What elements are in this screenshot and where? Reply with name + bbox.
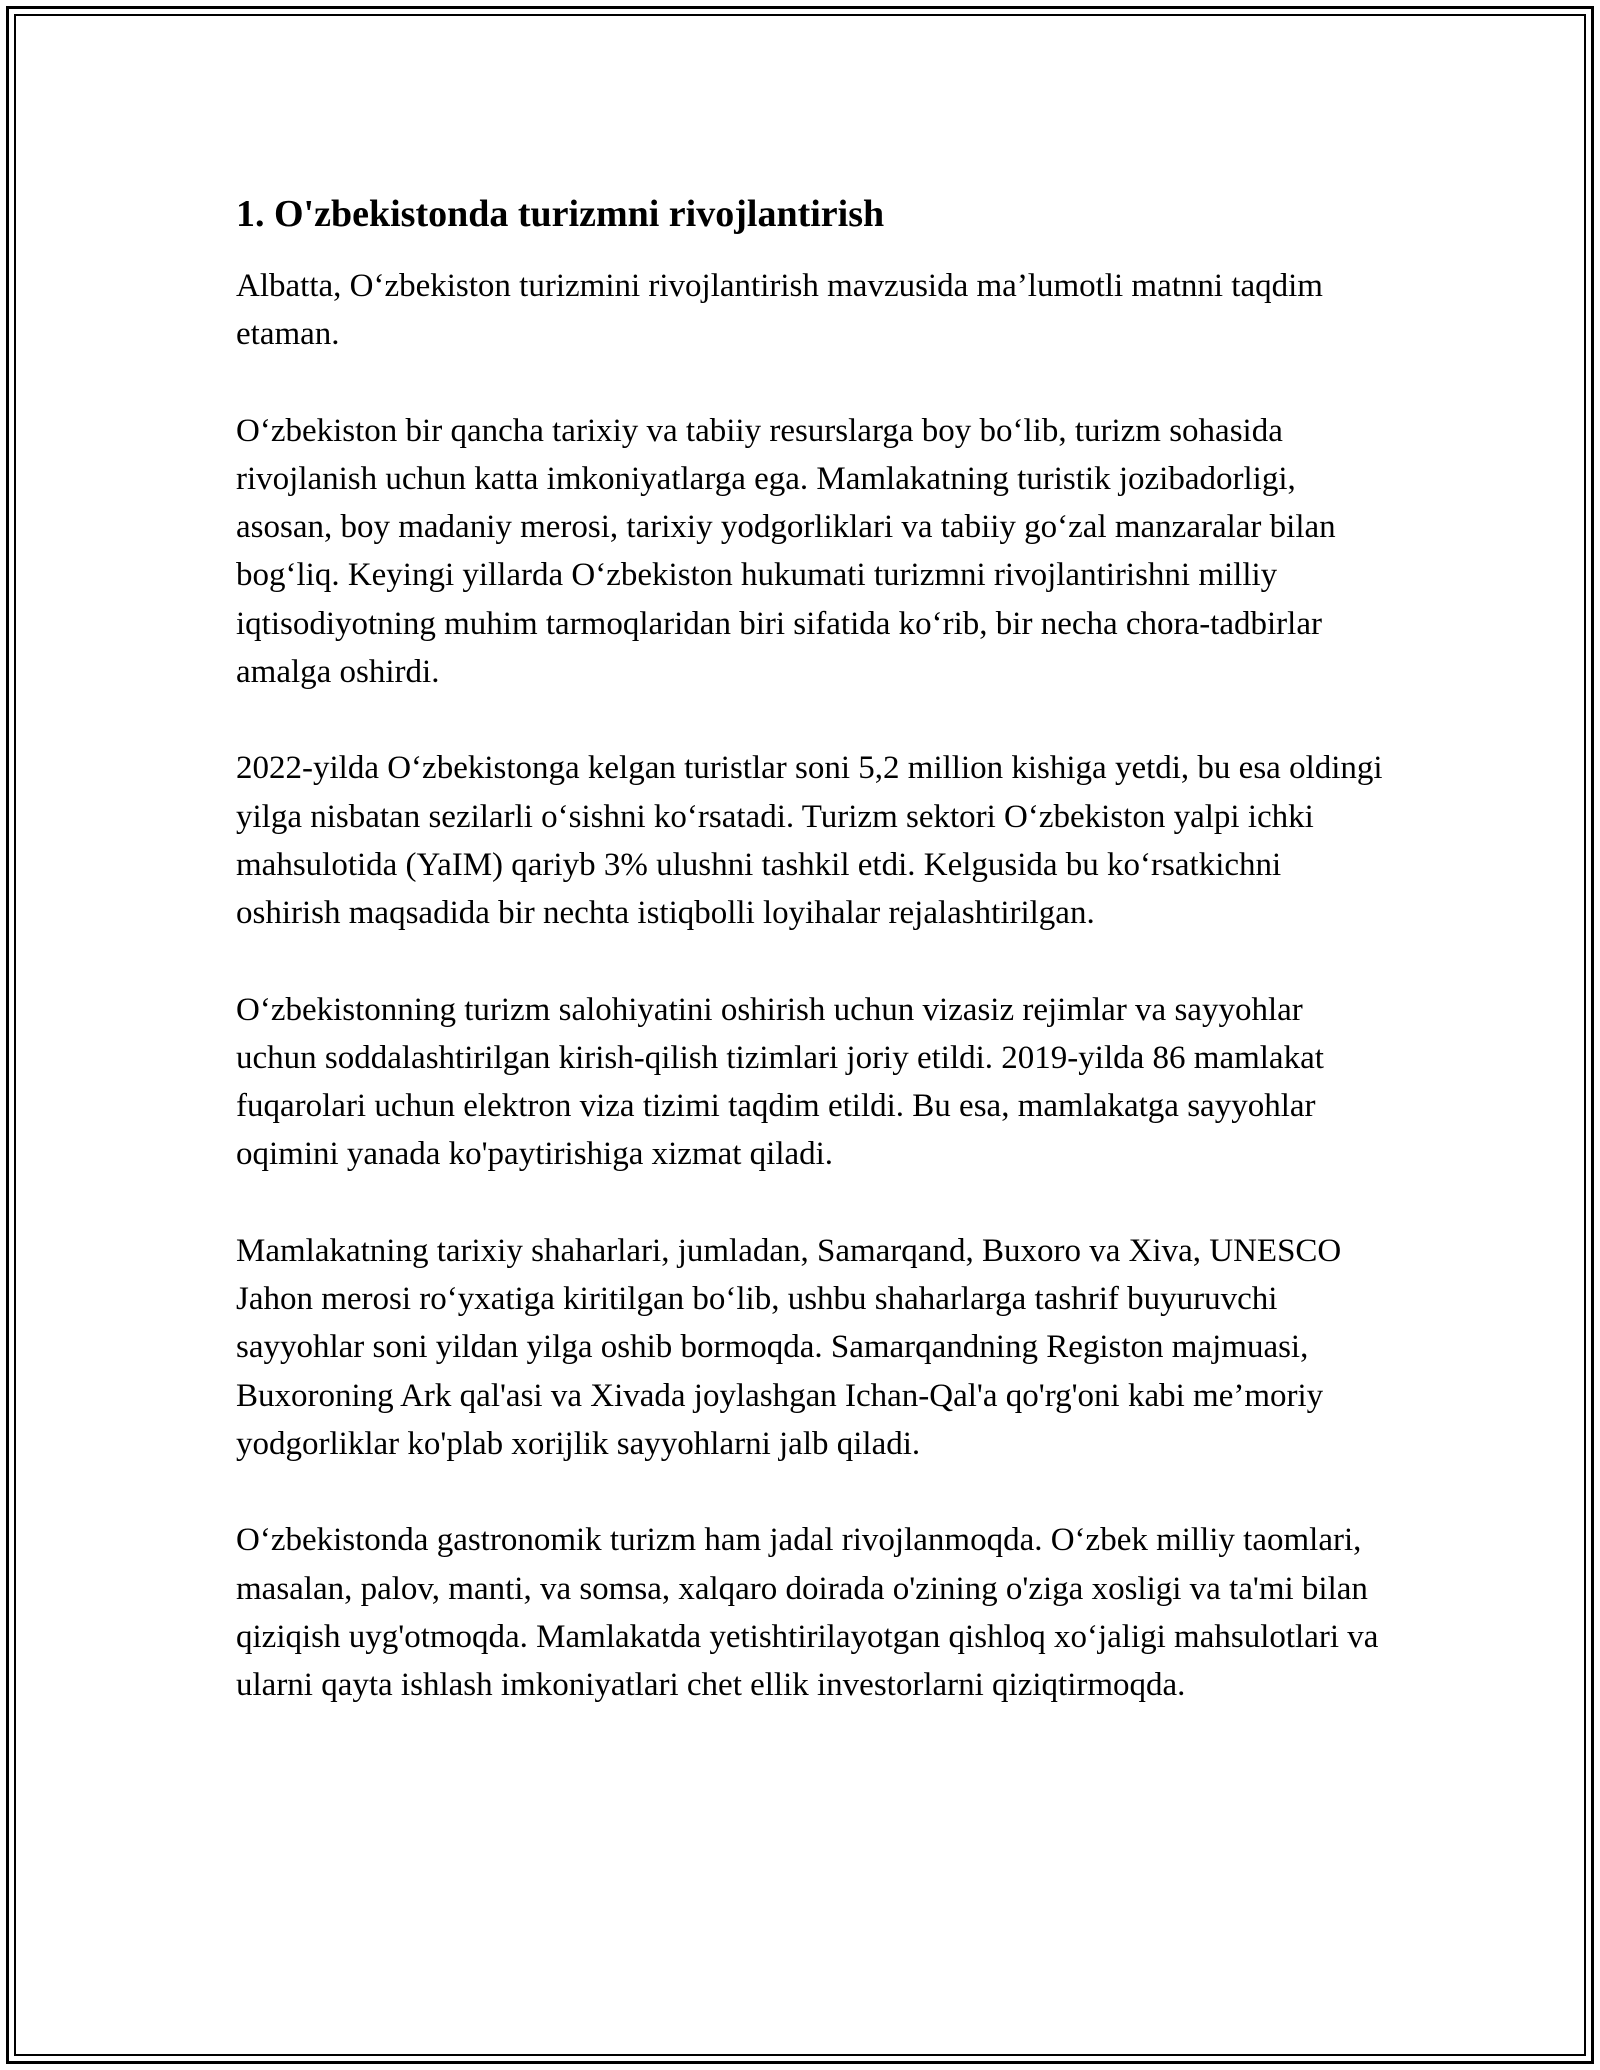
document-body: [236, 186, 1386, 1757]
paragraph-intro: Albatta, O‘zbekiston turizmini rivojlantirish mavzusida ma’lumotli matnni taqdim etaman.: [236, 268, 1323, 353]
paragraph-resources: O‘zbekiston bir qancha tarixiy va tabiiy resurslarga boy bo‘lib, turizm sohasida rivojlanish uchun katta imkoniyatlarga ega. Mamlakatning turistik jozibadorligi, asosan, boy madaniy merosi, tarixiy yodgorliklari va tabiiy go‘zal manzaralar bilan bog‘liq. Keyingi yillarda O‘zbekiston hukumati turizmni rivojlantirishni milliy iqtisodiyotning muhim tarmoqlaridan biri sifatida ko‘rib, bir necha chora-tadbirlar amalga oshirdi.: [236, 412, 1336, 691]
paragraph-statistics: 2022-yilda O‘zbekistonga kelgan turistlar soni 5,2 million kishiga yetdi, bu esa oldingi yilga nisbatan sezilarli o‘sishni ko‘rsatadi. Turizm sektori O‘zbekiston yalpi ichki mahsulotida (YaIM) qariyb 3% ulushni tashkil etdi. Kelgusida bu ko‘rsatkichni oshirish maqsadida bir nechta istiqbolli loyihalar rejalashtirilgan.: [236, 750, 1383, 932]
paragraph-historic-cities: Mamlakatning tarixiy shaharlari, jumladan, Samarqand, Buxoro va Xiva, UNESCO Jahon merosi ro‘yxatiga kiritilgan bo‘lib, ushbu shaharlarga tashrif buyuruvchi sayyohlar soni yildan yilga oshib bormoqda. Samarqandning Registon majmuasi, Buxoroning Ark qal'asi va Xivada joylashgan Ichan-Qal'a qo'rg'oni kabi me’moriy yodgorliklar ko'plab xorijlik sayyohlarni jalb qiladi.: [236, 1232, 1342, 1462]
paragraph-visa: O‘zbekistonning turizm salohiyatini oshirish uchun vizasiz rejimlar va sayyohlar uchun soddalashtirilgan kirish-qilish tizimlari joriy etildi. 2019-yilda 86 mamlakat fuqarolari uchun elektron viza tizimi taqdim etildi. Bu esa, mamlakatga sayyohlar oqimini yanada ko'paytirishiga xizmat qiladi.: [236, 991, 1324, 1173]
paragraph-gastronomy: O‘zbekistonda gastronomik turizm ham jadal rivojlanmoqda. O‘zbek milliy taomlari, masalan, palov, manti, va somsa, xalqaro doirada o'zining o'ziga xosligi va ta'mi bilan qiziqish uyg'otmoqda. Mamlakatda yetishtirilayotgan qishloq xo‘jaligi mahsulotlari va ularni qayta ishlash imkoniyatlari chet ellik investorlarni qiziqtirmoqda.: [236, 1522, 1379, 1704]
document-heading: 1. O'zbekistonda turizmni rivojlantirish: [236, 193, 885, 235]
